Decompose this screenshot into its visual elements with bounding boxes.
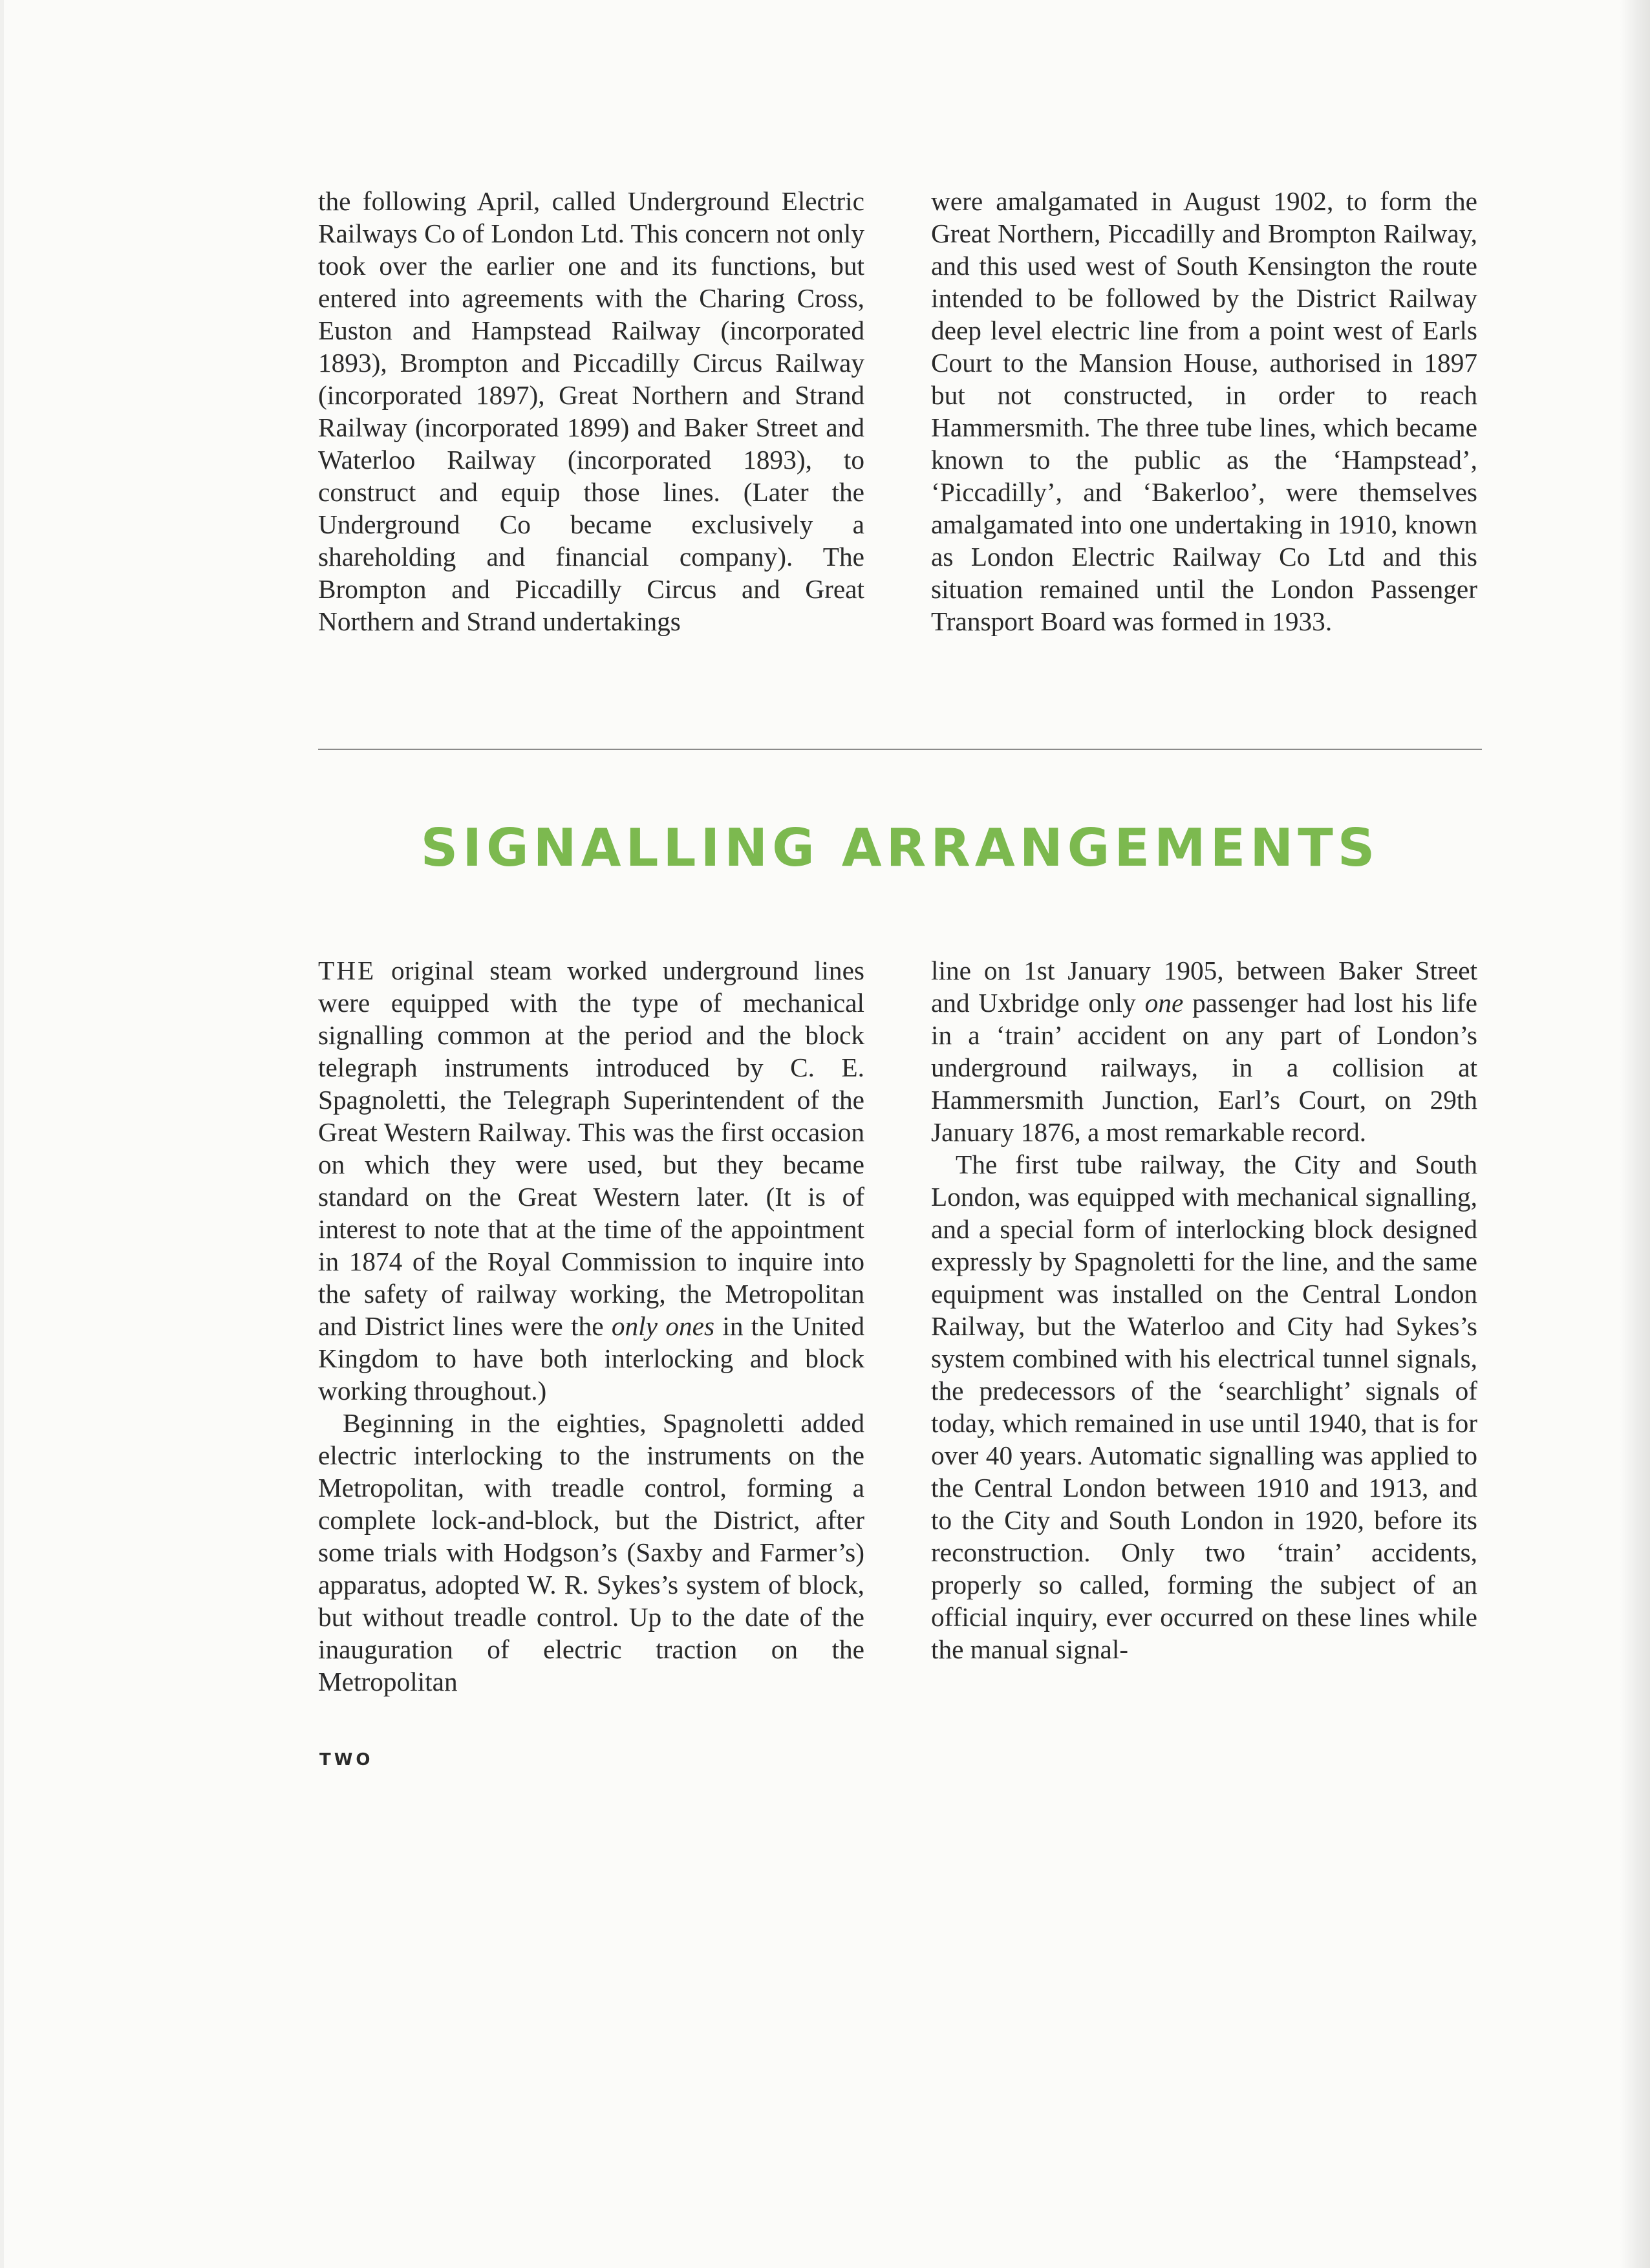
paragraph-text: in the United Kingdom to have both interlocking and block working throughout.) [318,1311,864,1406]
bottom-left-column [318,954,864,1698]
bottom-left-paragraph-1 [318,954,864,1407]
bottom-right-paragraph-2: The first tube railway, the City and South London, was equipped with mechanical signalling, and a special form of interlocking block designed expressly by Spagnoletti for the line, and the same equipment was installed on the Central London Railway, but the Waterloo and City had Sykes’s system combined with his electrical tunnel signals, the predecessors of the ‘searchlight’ signals of today, which remained in use until 1940, that is for over 40 years. Automatic signalling was applied to the Central London between 1910 and 1913, and to the City and South London in 1920, before its reconstruction. Only two ‘train’ accidents, properly so called, forming the subject of an official inquiry, ever occurred on these lines while the manual signal- [931,1150,1477,1664]
emphasis-text: one [1144,988,1184,1018]
opening-word: THE [318,956,376,985]
bottom-right-column [931,954,1477,1665]
paragraph-text: passenger had lost his life in a ‘train’ accident on any part of London’s underground railways, in a collision at Hammersmith Junction, Earl’s Court, on 29th January 1876, a most remarkable record. [931,988,1477,1147]
page-left-edge [0,0,4,2268]
paragraph-text: line on 1st January 1905, between Baker Street and Uxbridge only [931,956,1477,1018]
top-left-column [318,185,864,637]
section-heading: SIGNALLING ARRANGEMENTS [420,818,1380,878]
section-divider [318,749,1482,750]
page-right-edge-shadow [1620,0,1650,2268]
top-right-column [931,185,1477,637]
page-number: TWO [319,1750,374,1770]
bottom-right-paragraph-1 [931,954,1477,1148]
top-right-paragraph: were amalgamated in August 1902, to form the Great Northern, Piccadilly and Brompton Railway, and this used west of South Kensington the route intended to be followed by the District Railway deep level electric line from a point west of Earls Court to the Mansion House, authorised in 1897 but not constructed, in order to reach Hammersmith. The three tube lines, which became known to the public as the ‘Hampstead’, ‘Piccadilly’, and ‘Bakerloo’, were themselves amalgamated into one undertaking in 1910, known as London Electric Railway Co Ltd and this situation remained until the London Passenger Transport Board was formed in 1933. [931,186,1477,636]
emphasis-text: only ones [611,1311,715,1341]
top-left-paragraph: the following April, called Underground Electric Railways Co of London Ltd. This concern not only took over the earlier one and its functions, but entered into agreements with the Charing Cross, Euston and Hampstead Railway (incorporated 1893), Brompton and Piccadilly Circus Railway (incorporated 1897), Great Northern and Strand Railway (incorporated 1899) and Baker Street and Waterloo Railway (incorporated 1893), to construct and equip those lines. (Later the Underground Co became exclusively a shareholding and financial company). The Brompton and Piccadilly Circus and Great Northern and Strand undertakings [318,186,864,636]
paragraph-text: original steam worked underground lines were equipped with the type of mechanical signalling common at the period and the block telegraph instruments introduced by C. E. Spagnoletti, the Telegraph Superintendent of the Great Western Railway. This was the first occasion on which they were used, but they became standard on the Great Western later. (It is of interest to note that at the time of the appointment in 1874 of the Royal Commission to inquire into the safety of railway working, the Metropolitan and District lines were the [318,956,864,1341]
bottom-left-paragraph-2: Beginning in the eighties, Spagnoletti added electric interlocking to the instruments on the Metropolitan, with treadle control, forming a complete lock-and-block, but the District, after some trials with Hodgson’s (Saxby and Farmer’s) apparatus, adopted W. R. Sykes’s system of block, but without treadle control. Up to the date of the inauguration of electric traction on the Metropolitan [318,1408,864,1696]
